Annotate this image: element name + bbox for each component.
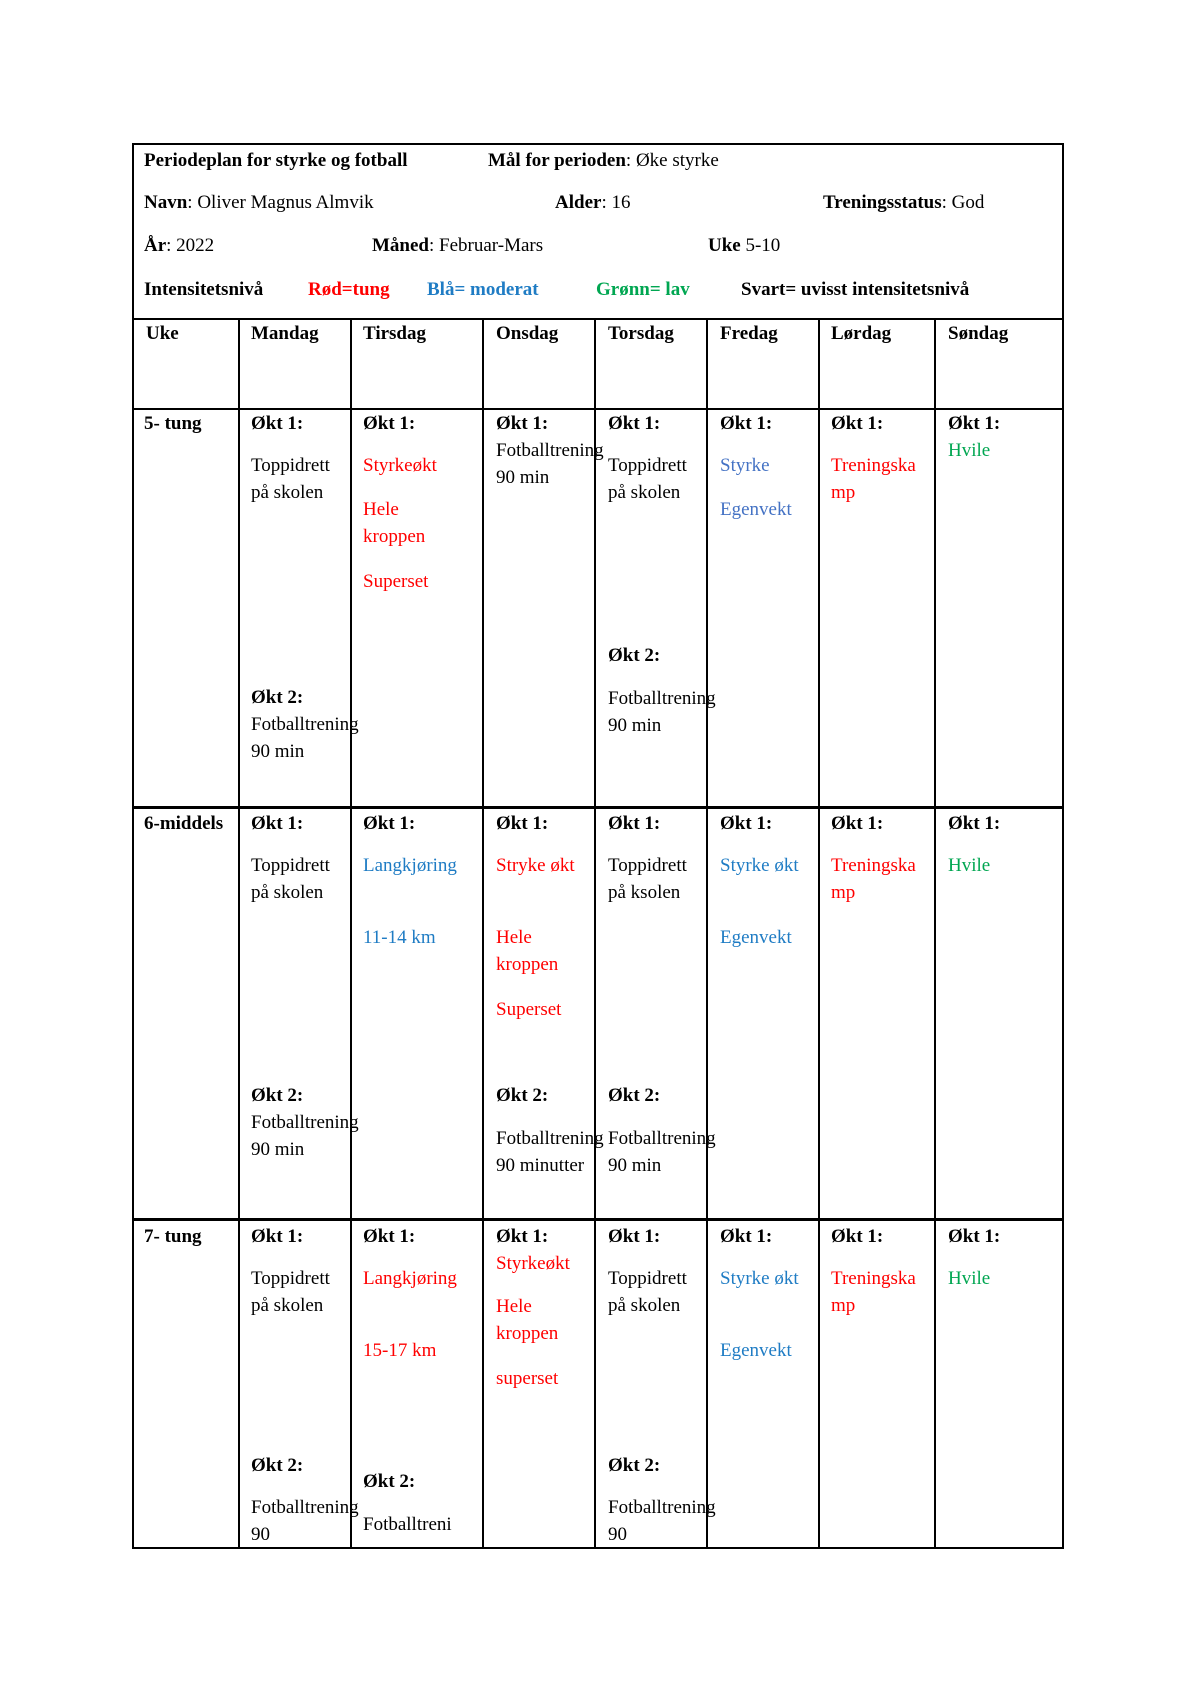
age bbox=[555, 189, 630, 216]
name-value: : Oliver Magnus Almvik bbox=[187, 192, 374, 213]
goal bbox=[488, 147, 719, 174]
plan-title: Periodeplan for styrke og fotball bbox=[144, 150, 408, 171]
goal-label: Mål for perioden bbox=[488, 150, 626, 171]
session-text: Toppidrett på skolen bbox=[251, 455, 330, 503]
session-text: Stryke økt bbox=[496, 855, 575, 876]
year-value: : 2022 bbox=[166, 235, 215, 256]
session-text: Toppidrett på skolen bbox=[251, 1268, 330, 1316]
session-label: Økt 1: bbox=[608, 1226, 661, 1247]
session-label: Økt 1: bbox=[251, 813, 304, 834]
session-label: Økt 2: bbox=[251, 1455, 304, 1476]
session-label: Økt 1: bbox=[948, 1226, 1001, 1247]
session-text: Toppidrett på skolen bbox=[608, 455, 687, 503]
session-text: Hvile bbox=[948, 440, 991, 461]
col-divider-6 bbox=[818, 318, 820, 1549]
session-text: Langkjøring bbox=[363, 1268, 457, 1289]
legend-green: Grønn= lav bbox=[596, 279, 690, 300]
session-text: Fotballtrening 90 bbox=[608, 1497, 716, 1545]
goal-value: : Øke styrke bbox=[625, 150, 719, 171]
week-value: 5-10 bbox=[740, 235, 781, 256]
session-label: Økt 1: bbox=[496, 1226, 549, 1247]
session-label: Økt 1: bbox=[496, 813, 549, 834]
status bbox=[823, 189, 984, 216]
session-text: Superset bbox=[496, 999, 562, 1020]
session-label: Økt 2: bbox=[496, 1085, 549, 1106]
session-label: Økt 1: bbox=[608, 813, 661, 834]
week-range bbox=[708, 232, 780, 259]
session-text: Fotballtrening 90 min bbox=[496, 440, 604, 488]
session-label: Økt 1: bbox=[720, 413, 773, 434]
age-label: Alder bbox=[555, 192, 602, 213]
session-text: Treningskamp bbox=[831, 855, 916, 903]
legend-red: Rød=tung bbox=[308, 279, 390, 300]
session-text: Egenvekt bbox=[720, 499, 792, 520]
session-text: Toppidrett på ksolen bbox=[608, 855, 687, 903]
session-text: 11-14 km bbox=[363, 927, 436, 948]
divider-week6 bbox=[132, 806, 1064, 809]
session-text: Langkjøring bbox=[363, 855, 457, 876]
session-text: superset bbox=[496, 1368, 559, 1389]
col-header-wednesday: Onsdag bbox=[496, 323, 559, 344]
session-text: Styrke bbox=[720, 455, 770, 476]
header-line-1 bbox=[144, 147, 408, 174]
session-label: Økt 1: bbox=[363, 813, 416, 834]
session-label: Økt 1: bbox=[720, 813, 773, 834]
session-text: Superset bbox=[363, 571, 429, 592]
legend-black: Svart= uvisst intensitetsnivå bbox=[741, 279, 970, 300]
session-text: Fotballtrening 90 bbox=[251, 1497, 359, 1545]
session-label: Økt 1: bbox=[831, 813, 884, 834]
session-text: Hvile bbox=[948, 1268, 991, 1289]
col-divider-5 bbox=[706, 318, 708, 1549]
session-label: Økt 1: bbox=[251, 1226, 304, 1247]
session-label: Økt 2: bbox=[363, 1471, 416, 1492]
week-label-5: 5- tung bbox=[144, 413, 202, 434]
col-header-saturday: Lørdag bbox=[831, 323, 892, 344]
month-value: : Februar-Mars bbox=[429, 235, 544, 256]
session-label: Økt 1: bbox=[251, 413, 304, 434]
col-divider-3 bbox=[482, 318, 484, 1549]
session-text: Toppidrett på skolen bbox=[608, 1268, 687, 1316]
col-header-thursday: Torsdag bbox=[608, 323, 674, 344]
year bbox=[144, 232, 214, 259]
session-text: Treningskamp bbox=[831, 1268, 916, 1316]
session-label: Økt 1: bbox=[720, 1226, 773, 1247]
session-text: Fotballtrening 90 min bbox=[251, 1112, 359, 1160]
session-text: Egenvekt bbox=[720, 1340, 792, 1361]
session-text: Hele kroppen bbox=[363, 499, 426, 547]
session-label: Økt 2: bbox=[608, 1085, 661, 1106]
col-header-friday: Fredag bbox=[720, 323, 778, 344]
name bbox=[144, 189, 374, 216]
session-text: Styrke økt bbox=[720, 855, 799, 876]
session-text: Fotballtreni bbox=[363, 1514, 452, 1535]
col-divider-2 bbox=[350, 318, 352, 1549]
name-label: Navn bbox=[144, 192, 188, 213]
session-label: Økt 1: bbox=[363, 413, 416, 434]
session-label: Økt 1: bbox=[496, 413, 549, 434]
year-label: År bbox=[144, 235, 167, 256]
age-value: : 16 bbox=[601, 192, 631, 213]
session-text: Hele kroppen bbox=[496, 1296, 559, 1344]
session-text: Styrkeøkt bbox=[496, 1253, 570, 1274]
week-label-7: 7- tung bbox=[144, 1226, 202, 1247]
session-text: Fotballtrening 90 min bbox=[608, 688, 716, 736]
session-text: Toppidrett på skolen bbox=[251, 855, 330, 903]
col-divider-1 bbox=[238, 318, 240, 1549]
session-text: Fotballtrening 90 min bbox=[251, 714, 359, 762]
month-label: Måned bbox=[372, 235, 429, 256]
session-label: Økt 1: bbox=[831, 413, 884, 434]
col-header-week: Uke bbox=[146, 323, 179, 344]
session-label: Økt 1: bbox=[831, 1226, 884, 1247]
session-text: Treningskamp bbox=[831, 455, 916, 503]
session-text: 15-17 km bbox=[363, 1340, 437, 1361]
col-divider-7 bbox=[934, 318, 936, 1549]
session-text: Egenvekt bbox=[720, 927, 792, 948]
session-label: Økt 1: bbox=[608, 413, 661, 434]
col-header-monday: Mandag bbox=[251, 323, 319, 344]
col-header-sunday: Søndag bbox=[948, 323, 1009, 344]
session-text: Hele kroppen bbox=[496, 927, 559, 975]
session-label: Økt 2: bbox=[608, 645, 661, 666]
week-label-6: 6-middels bbox=[144, 813, 224, 834]
divider-week7 bbox=[132, 1218, 1064, 1221]
table-frame bbox=[132, 143, 1064, 1549]
session-text: Styrke økt bbox=[720, 1268, 799, 1289]
session-label: Økt 1: bbox=[948, 413, 1001, 434]
session-label: Økt 1: bbox=[948, 813, 1001, 834]
month bbox=[372, 232, 543, 259]
session-text: Fotballtrening 90 minutter bbox=[496, 1128, 604, 1176]
status-label: Treningsstatus bbox=[823, 192, 942, 213]
session-label: Økt 2: bbox=[608, 1455, 661, 1476]
status-value: : God bbox=[941, 192, 985, 213]
session-text: Styrkeøkt bbox=[363, 455, 437, 476]
session-label: Økt 1: bbox=[363, 1226, 416, 1247]
session-text: Fotballtrening 90 min bbox=[608, 1128, 716, 1176]
legend-blue: Blå= moderat bbox=[427, 279, 539, 300]
session-text: Hvile bbox=[948, 855, 991, 876]
col-header-tuesday: Tirsdag bbox=[363, 323, 427, 344]
col-divider-4 bbox=[594, 318, 596, 1549]
week-label: Uke bbox=[708, 235, 741, 256]
session-label: Økt 2: bbox=[251, 1085, 304, 1106]
session-label: Økt 2: bbox=[251, 687, 304, 708]
intensity-label: Intensitetsnivå bbox=[144, 279, 264, 300]
